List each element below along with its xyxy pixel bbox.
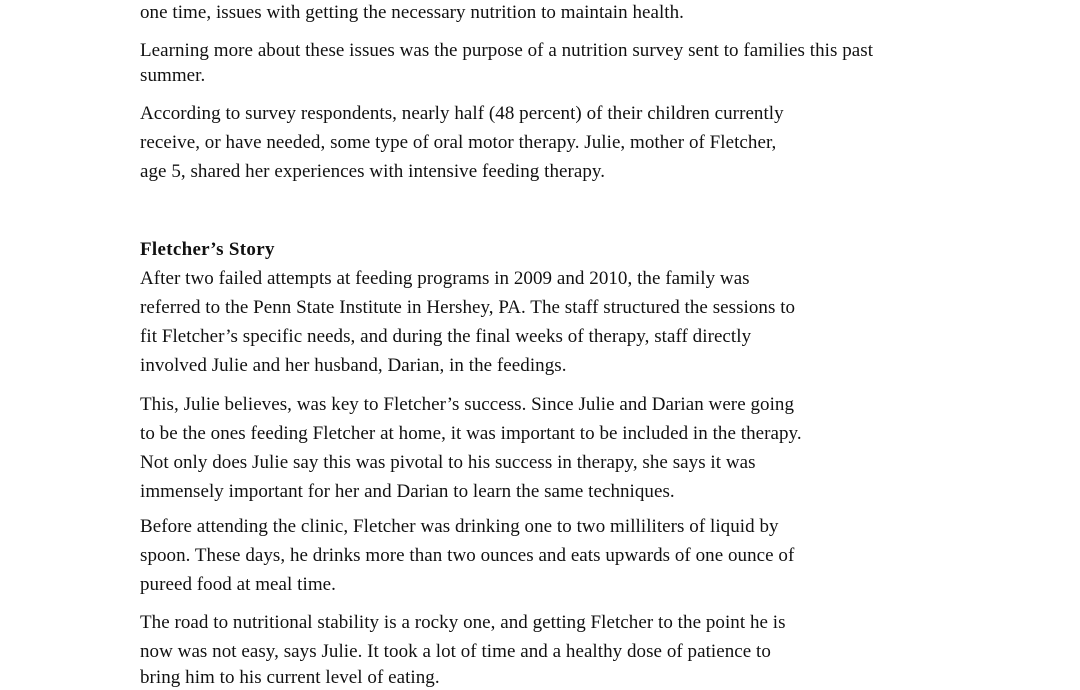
paragraph-line: pureed food at meal time. xyxy=(140,574,336,595)
paragraph-line: one time, issues with getting the necessary nutrition to maintain health. xyxy=(140,2,684,23)
section-heading: Fletcher’s Story xyxy=(140,239,275,260)
paragraph-line: now was not easy, says Julie. It took a lot of time and a healthy dose of patience to xyxy=(140,641,771,662)
paragraph-line: summer. xyxy=(140,65,206,86)
paragraph-line: referred to the Penn State Institute in Hershey, PA. The staff structured the sessions to xyxy=(140,297,796,318)
paragraph-line: involved Julie and her husband, Darian, in the feedings. xyxy=(140,355,567,376)
paragraph-line: According to survey respondents, nearly half (48 percent) of their children currently xyxy=(140,103,784,124)
paragraph-line: fit Fletcher’s specific needs, and during the final weeks of therapy, staff directly xyxy=(140,326,752,347)
paragraph-line: This, Julie believes, was key to Fletcher’s success. Since Julie and Darian were going xyxy=(140,394,795,415)
paragraph-line: The road to nutritional stability is a rocky one, and getting Fletcher to the point he is xyxy=(140,612,786,633)
paragraph-line: Before attending the clinic, Fletcher was drinking one to two milliliters of liquid by xyxy=(140,516,779,537)
paragraph-line: bring him to his current level of eating. xyxy=(140,667,440,688)
paragraph-line: After two failed attempts at feeding programs in 2009 and 2010, the family was xyxy=(140,268,750,289)
paragraph-line: receive, or have needed, some type of oral motor therapy. Julie, mother of Fletcher, xyxy=(140,132,777,153)
paragraph-line: age 5, shared her experiences with intensive feeding therapy. xyxy=(140,161,606,182)
paragraph-line: spoon. These days, he drinks more than two ounces and eats upwards of one ounce of xyxy=(140,545,795,566)
paragraph-line: immensely important for her and Darian to learn the same techniques. xyxy=(140,481,675,502)
paragraph-line: Not only does Julie say this was pivotal to his success in therapy, she says it was xyxy=(140,452,756,473)
paragraph-line: to be the ones feeding Fletcher at home, it was important to be included in the therapy. xyxy=(140,423,802,444)
paragraph-line: Learning more about these issues was the purpose of a nutrition survey sent to families this past xyxy=(140,40,874,61)
